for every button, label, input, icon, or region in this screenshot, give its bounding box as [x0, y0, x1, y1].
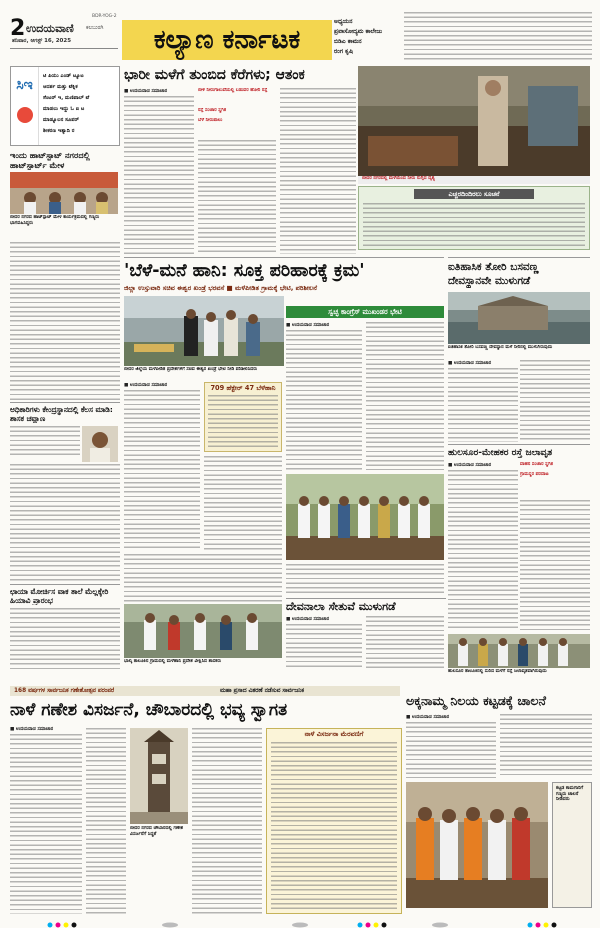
ad-logo-panel: [11, 67, 39, 145]
page-number: 2: [10, 16, 26, 41]
main-col-2: [204, 456, 282, 550]
devanala-byline: ■ ಉದಯವಾಣಿ ಸಮಾಚಾರ: [286, 617, 330, 622]
ganesha-col-2: [86, 728, 126, 914]
devanala-headline: ದೇವನಾಲಾ ಸೇತುವೆ ಮುಳುಗಡೆ: [286, 600, 396, 613]
ganesha-subhead-body: [271, 742, 397, 910]
hulsoor-bullet-box: [520, 462, 590, 498]
akka-headline: ಅಕ್ಕನಾಮ್ಮ ನಿಲಯ ಕಟ್ಟಡಕ್ಕೆ ಚಾಲನೆ: [406, 693, 546, 708]
hotspot-photo: [10, 172, 118, 214]
registration-marks: [10, 914, 590, 922]
basavanna-photo: [448, 292, 590, 344]
ganesha-subhead-box: [266, 728, 402, 914]
ganesha-kicker-2: ಮಹಾ ಪ್ರಸಾದ ವಿತರಣೆ ನಡೆಸುವ ಸಾರ್ವಜನಿಕ: [220, 688, 304, 694]
divider: [10, 584, 120, 585]
ad-line: ಮಾಡ್ಯೂಲನ ಸೂಪರ್: [43, 117, 79, 123]
ganesha-kicker-bar: [10, 686, 400, 696]
center-col-bottom: [124, 554, 282, 602]
hulsoor-headline: ಹುಲಸೂರ-ಮೇಹಕರ ರಸ್ತೆ ಜಲಾವೃತ: [448, 448, 553, 458]
center-bottom-caption: ಭಾಲ್ಕಿ ತಾಲೂಕಿನ ಗ್ರಾಮದಲ್ಲಿ ಮಳೆಹಾನಿ ಪ್ರದೇಶ ವೀಕ್ಷಿಸಿದ ಶಾಸಕರು: [124, 659, 222, 664]
rails-body: [10, 608, 120, 670]
notice-box-body: [363, 203, 585, 247]
paper-name: ಉದಯವಾಣಿ: [26, 22, 74, 35]
ad-line: ಟಿ ಪಿಯು ಎಂಡ್ ಟ್ಯೂಟ: [43, 73, 84, 79]
ad-line: ಮಾಡಲು ಇದ್ದು ಓ ಐ ಟ: [43, 106, 85, 112]
main-subhead: ಜಿಲ್ಲಾ ಉಸ್ತುವಾರಿ ಸಚಿವ ಈಶ್ವರ ಖಂಡ್ರೆ ಭರವಸೆ ■ ಮಳೆಪೀಡಿತ ಗ್ರಾಮಕ್ಕೆ ಭೇಟಿ, ಪರಿಶೀಲನೆ: [124, 284, 318, 292]
divider: [448, 257, 590, 258]
officers-body-2: [10, 464, 120, 582]
main-headline: 'ಬೆಳೆ-ಮನೆ ಹಾನಿ: ಸೂಕ್ತ ಪರಿಹಾರಕ್ಕೆ ಕ್ರಮ': [124, 261, 365, 281]
congress-photo: [286, 474, 444, 560]
rails-headline: ಛಾಯಾ ಮೋರ್ಚಿಸ ವಾಕ ತಾಲೆ ಮೆಲ್ಲಕ್ಕೇರಿ ಹಿಯಾವಿ ಪ್ರಾರಂಭ: [10, 587, 109, 605]
hulsoor-byline: ■ ಉದಯವಾಣಿ ಸಮಾಚಾರ: [448, 463, 492, 468]
main-factbox-body: [208, 395, 278, 449]
officers-headline: ಅಧಿಕಾರಿಗಳು ಕೇಂದ್ರಸ್ಥಾನದಲ್ಲಿ ಕೆಲಸ ಮಾಡಿ: ಶಾಸಕ ಚವ್ಹಾಣ: [10, 405, 113, 423]
ear-text-1: ಅಧ್ಯಯನ: [334, 18, 353, 25]
main-byline: ■ ಉದಯವಾಣಿ ಸಮಾಚಾರ: [124, 383, 168, 388]
hulsoor-bullet: ವಾಹನ ಸಂಚಾರ ಸ್ಥಗಿತ: [520, 462, 554, 467]
lakes-byline: ■ ಉದಯವಾಣಿ ಸಮಾಚಾರ: [124, 89, 168, 94]
hulsoor-col-1: [448, 470, 518, 630]
hotspot-caption: ಬೀದರ ನಗರದ ಹಾಟ್‌ಸ್ಪಾಟ್ ಮೇಳ ಕಾರ್ಯಕ್ರಮದಲ್ಲಿ ಗಣ್ಯರು ಭಾಗವಹಿಸಿದ್ದರು: [10, 215, 100, 226]
top-right-story-text: [404, 12, 592, 62]
masthead-ear: [334, 18, 404, 60]
hulsoor-col-2: [520, 500, 590, 630]
lakes-col-2: [198, 140, 276, 254]
ganesha-kicker: 168 ವರ್ಷಗಳ ಸಾರ್ವಜನಿಕ ಗಣೇಶೋತ್ಸವ ಪರಂಪರೆ: [14, 688, 115, 694]
akka-col-2: [500, 714, 592, 778]
ear-text-3: ಬಿಡಿಎ ಕಾಮನ: [334, 38, 362, 45]
top-right-photo: [358, 66, 590, 176]
lakes-bullet: ಬೆಳೆ ನೀರುಪಾಲು: [198, 117, 223, 123]
ad-brand: ಸಿಇ: [16, 77, 33, 93]
ganesha-col-1: [10, 734, 82, 914]
akka-byline: ■ ಉದಯವಾಣಿ ಸಮಾಚಾರ: [406, 715, 450, 720]
congress-byline: ■ ಉದಯವಾಣಿ ಸಮಾಚಾರ: [286, 323, 330, 328]
ear-text-2: ಪ್ರವಾಸೋದ್ಯಮ ಕಾಲೇಜು: [334, 28, 383, 35]
notice-box: [358, 186, 590, 250]
officers-body: [10, 426, 80, 456]
lakes-col-3: [280, 88, 356, 254]
top-right-photo-caption: ಬೀದರ ನಗರದಲ್ಲಿ ಮಳೆಯಿಂದ ನೀರು ನುಗ್ಗಿದ ದೃಶ್ಯ: [362, 176, 435, 181]
ganesha-caption: ಬೀದರ ನಗರದ ಚೌಬಾರದಲ್ಲಿ ಗಣೇಶ ವಿಸರ್ಜನೆಗೆ ಸಿದ್ಧತೆ: [130, 826, 184, 837]
hulsoor-photo: [448, 634, 590, 668]
main-photo: [124, 296, 284, 366]
hotspot-body: [10, 242, 120, 400]
ganesha-headline: ನಾಳೆ ಗಣೇಶ ವಿಸರ್ಜನೆ, ಚೌಬಾರದಲ್ಲಿ ಭವ್ಯ ಸ್ವಾಗತ: [10, 700, 288, 720]
devanala-col-1: [286, 624, 362, 670]
hulsoor-caption: ಹುಲಸೂರ ತಾಲೂಕಿನಲ್ಲಿ ಸುರಿದ ಮಳೆಗೆ ರಸ್ತೆ ಜಲಾವೃತವಾಗಿರುವುದು: [448, 669, 547, 674]
congress-col-2: [366, 322, 444, 470]
ganesha-col-3: [192, 728, 262, 914]
ganesha-byline: ■ ಉದಯವಾಣಿ ಸಮಾಚಾರ: [10, 727, 54, 732]
congress-col-1: [286, 330, 362, 470]
lakes-bullet: ಬೀಳಿ ನೀರುಗಾಲುವೆಯಲ್ಲಿ ಬಡುವರ ಹೋರಿ ರಸ್ತೆ: [198, 88, 268, 93]
hotspot-story: [10, 150, 120, 170]
section-title: ಕಲ್ಯಾಣ ಕರ್ನಾಟಕ: [153, 25, 301, 55]
notice-box-title: ಎಚ್ಚರದಿಂದಿರಲು ಸೂಚನೆ: [414, 189, 534, 199]
center-bottom-photo: [124, 604, 282, 658]
top-right-caption-bar: [358, 176, 590, 184]
edition-code: BDR-YOG-2: [92, 14, 117, 19]
divider: [286, 598, 446, 599]
masthead-rule: [10, 48, 118, 49]
divider: [10, 402, 120, 403]
main-factbox: [204, 382, 282, 452]
akka-col-1: [406, 722, 496, 778]
lakes-headline: ಭಾರೀ ಮಳೆಗೆ ತುಂಬಿದ ಕೆರೆಗಳು; ಆತಂಕ: [124, 67, 305, 83]
hulsoor-bullet: ಗ್ರಾಮಸ್ಥರ ಪರದಾಟ: [520, 471, 549, 477]
lakes-bullet: ರಸ್ತೆ ಸಂಚಾರ ಸ್ಥಗಿತ: [198, 108, 227, 113]
date-line: ಶನಿವಾರ, ಆಗಸ್ಟ್ 16, 2025: [12, 38, 72, 44]
left-ad: [10, 66, 120, 146]
main-col-1: [124, 390, 200, 550]
congress-box-title: ಸ್ವಚ್ಛ ಕಾಂಗ್ರೆಸ್ ಮುಖಂಡರ ಭೇಟಿ: [286, 306, 444, 318]
akka-photo: [406, 782, 548, 908]
basavanna-headline-2: ದೇವಸ್ಥಾನವೇ ಮುಳುಗಡೆ: [448, 275, 531, 287]
akka-side-box: [552, 782, 592, 908]
main-factbox-title: 709 ಹೆಕ್ಟೇರ್ 47 ಬೆಳೆಹಾನಿ: [210, 384, 276, 392]
basavanna-col-2: [520, 360, 590, 442]
city-label: ಕಲಬುರಗಿ: [86, 25, 104, 31]
ad-line: ಆದರ್ಶ ಮತ್ತು ಟೆಕ್ನಿಕ: [43, 84, 78, 90]
main-photo-caption: ಬೀದರ ಜಿಲ್ಲೆಯ ಮಳೆಪೀಡಿತ ಪ್ರದೇಶಗಳಿಗೆ ಸಚಿವ ಈಶ್ವರ ಖಂಡ್ರೆ ಭೇಟಿ ನೀಡಿ ಪರಿಶೀಲಿಸಿದರು: [124, 367, 258, 372]
congress-body-bottom: [286, 564, 444, 594]
section-title-banner: [122, 20, 332, 60]
basavanna-col-1: [448, 368, 518, 442]
ad-line: ಸೆಂಟರ್ ಇ, ಮಣಿಪಾಲ್ ಟೆ: [43, 95, 90, 101]
ad-lines: [43, 71, 117, 137]
officers-mugshot: [82, 426, 118, 462]
basavanna-caption: ಐತಿಹಾಸಿಕ ತೋರಿ ಬಸವಣ್ಣ ದೇವಸ್ಥಾನ ಮಳೆ ನೀರಿನಲ್ಲಿ ಮುಳುಗಿರುವುದು: [448, 345, 553, 350]
devanala-col-2: [366, 616, 444, 670]
hotspot-headline: ಇಂದು ಹಾಟ್‌ಸ್ಪಾಟ್ ನಗರದಲ್ಲಿ ಹಾಟ್‌ಸ್ಪಾರ್ಟ್ ಮೇಳ: [10, 150, 90, 170]
ad-logo-icon: [17, 107, 33, 123]
basavanna-byline: ■ ಉದಯವಾಣಿ ಸಮಾಚಾರ: [448, 361, 492, 366]
akka-caption: ಕಟ್ಟಡ ಕಾಮಗಾರಿಗೆ ಗಣ್ಯರು ಚಾಲನೆ ನೀಡಿದರು: [556, 786, 584, 803]
lakes-col-1: [124, 96, 194, 254]
ganesha-photo: [130, 728, 188, 824]
divider: [448, 444, 590, 445]
basavanna-headline-1: ಐತಿಹಾಸಿಕ ತೋರಿ ಬಸವಣ್ಣ: [448, 261, 539, 273]
divider: [124, 257, 444, 258]
ear-text-4: ರಂಗ ಕೃಷಿ: [334, 48, 354, 55]
ad-line: ಶೀಕರಣ ಇತ್ಯಾದಿ ರ: [43, 128, 75, 134]
ganesha-subhead: ನಾಳೆ ವಿಸರ್ಜನಾ ಮೆರವಣಿಗೆ: [304, 730, 364, 738]
